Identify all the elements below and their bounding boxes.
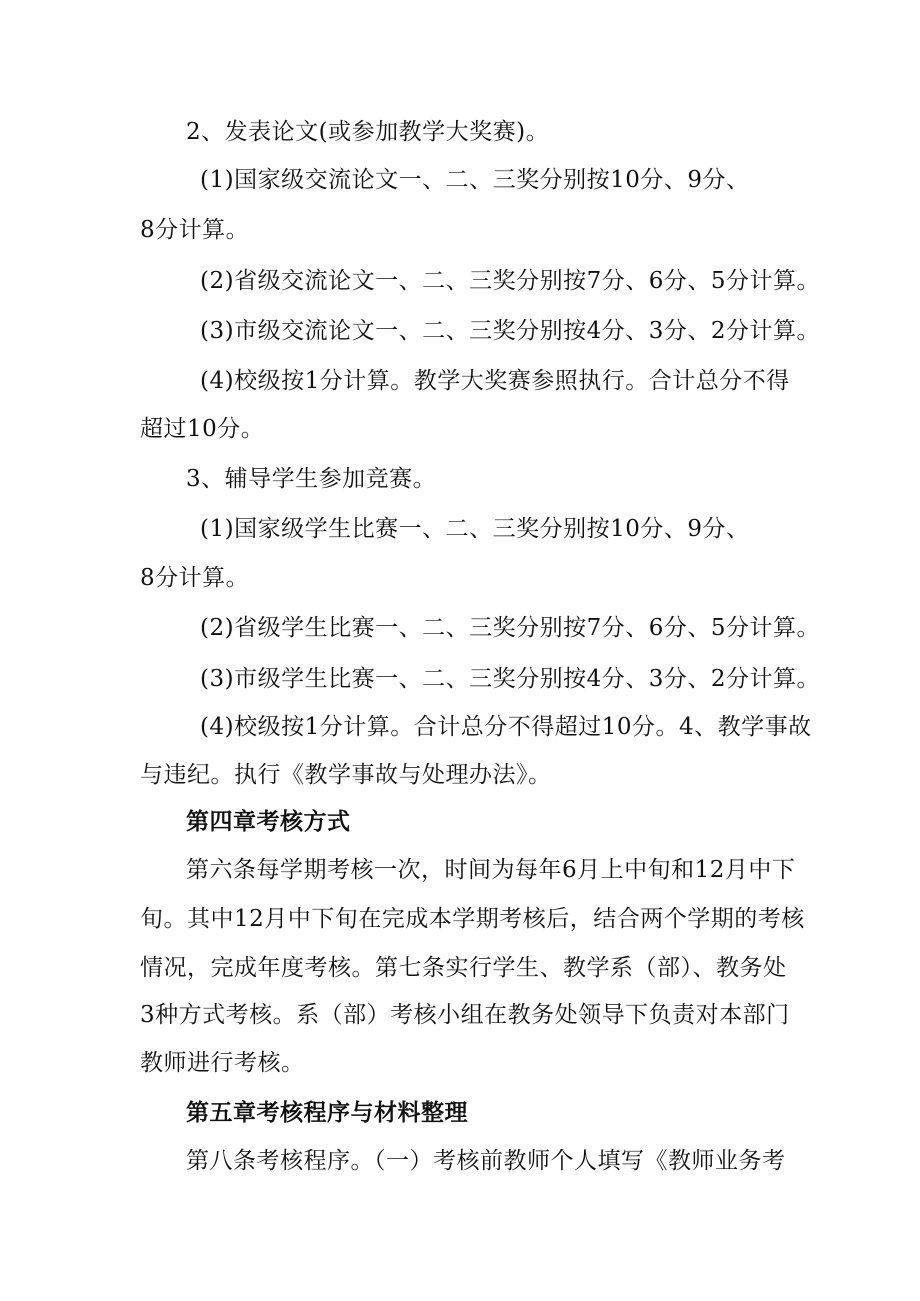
item-2-title: 2、发表论文(或参加教学大奖赛)。 [186, 119, 550, 145]
article-7-line3: 教师进行考核。 [140, 1050, 305, 1076]
article-8-line1: 第八条考核程序。（一）考核前教师个人填写《教师业务考 [186, 1148, 786, 1174]
item-3-3: (3)市级学生比赛一、二、三奖分别按4分、3分、2分计算。 [200, 666, 820, 692]
item-3-4-line2: 与违纪。执行《教学事故与处理办法》。 [140, 762, 552, 788]
item-2-1-line1: (1)国家级交流论文一、二、三奖分别按10分、9分、 [200, 167, 750, 193]
article-6-line1: 第六条每学期考核一次，时间为每年6月上中旬和12月中下 [186, 857, 796, 883]
article-7-line2: 3种方式考核。系（部）考核小组在教务处领导下负责对本部门 [140, 1002, 790, 1028]
item-3-1-line2: 8分计算。 [140, 565, 250, 591]
item-2-3: (3)市级交流论文一、二、三奖分别按4分、3分、2分计算。 [200, 318, 820, 344]
item-2-1-line2: 8分计算。 [140, 217, 250, 243]
item-3-2: (2)省级学生比赛一、二、三奖分别按7分、6分、5分计算。 [200, 615, 820, 641]
item-2-2: (2)省级交流论文一、二、三奖分别按7分、6分、5分计算。 [200, 268, 820, 294]
chapter-5-heading: 第五章考核程序与材料整理 [186, 1100, 468, 1126]
article-7-line1: 情况，完成年度考核。第七条实行学生、教学系（部）、教务处 [140, 955, 787, 981]
item-2-4-line1: (4)校级按1分计算。教学大奖赛参照执行。合计总分不得 [200, 368, 790, 394]
item-3-4-line1: (4)校级按1分计算。合计总分不得超过10分。4、教学事故 [200, 714, 812, 740]
item-2-4-line2: 超过10分。 [140, 416, 265, 442]
item-3-1-line1: (1)国家级学生比赛一、二、三奖分别按10分、9分、 [200, 516, 750, 542]
item-3-title: 3、辅导学生参加竞赛。 [186, 466, 437, 492]
chapter-4-heading: 第四章考核方式 [186, 809, 351, 835]
article-6-line2: 旬。其中12月中下旬在完成本学期考核后，结合两个学期的考核 [140, 906, 805, 932]
